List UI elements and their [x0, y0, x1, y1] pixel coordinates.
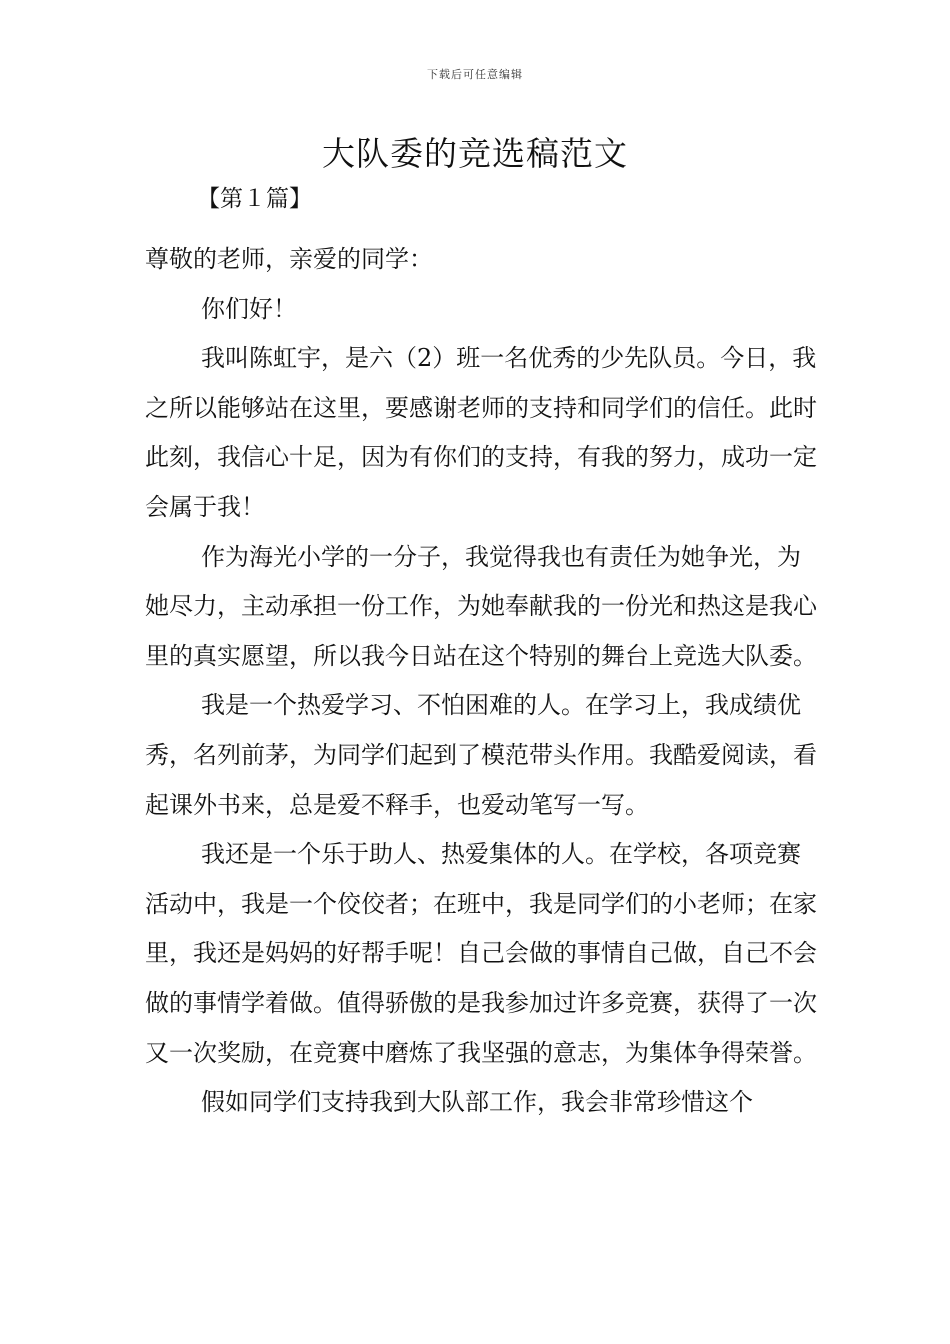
greeting: 你们好！ [201, 294, 297, 323]
section-label: 【第１篇】 [197, 186, 312, 212]
paragraph: 我是一个热爱学习、不怕困难的人。在学习上，我成绩优秀，名列前茅，为同学们起到了模范带头作用。我酷爱阅读，看起课外书来，总是爱不释手，也爱动笔写一写。 [145, 691, 817, 819]
document-title: 大队委的竞选稿范文 [322, 134, 628, 173]
paragraph: 我叫陈虹宇，是六（2）班一名优秀的少先队员。今日，我之所以能够站在这里，要感谢老师的支持和同学们的信任。此时此刻，我信心十足，因为有你们的支持，有我的努力，成功一定会属于我！ [145, 344, 817, 521]
paragraph: 作为海光小学的一分子，我觉得我也有责任为她争光，为她尽力，主动承担一份工作，为她奉献我的一份光和热这是我心里的真实愿望，所以我今日站在这个特别的舞台上竞选大队委。 [145, 542, 817, 670]
paragraph: 我还是一个乐于助人、热爱集体的人。在学校，各项竞赛活动中，我是一个佼佼者；在班中，我是同学们的小老师；在家里，我还是妈妈的好帮手呢！自己会做的事情自己做，自己不会做的事情学着做。值得骄傲的是我参加过许多竞赛，获得了一次又一次奖励，在竞赛中磨炼了我坚强的意志，为集体争得荣誉。 [145, 840, 817, 1067]
header-note: 下载后可任意编辑 [427, 68, 523, 81]
document-body [145, 235, 820, 1128]
salutation: 尊敬的老师，亲爱的同学： [145, 245, 433, 273]
paragraph: 假如同学们支持我到大队部工作，我会非常珍惜这个 [201, 1088, 753, 1117]
